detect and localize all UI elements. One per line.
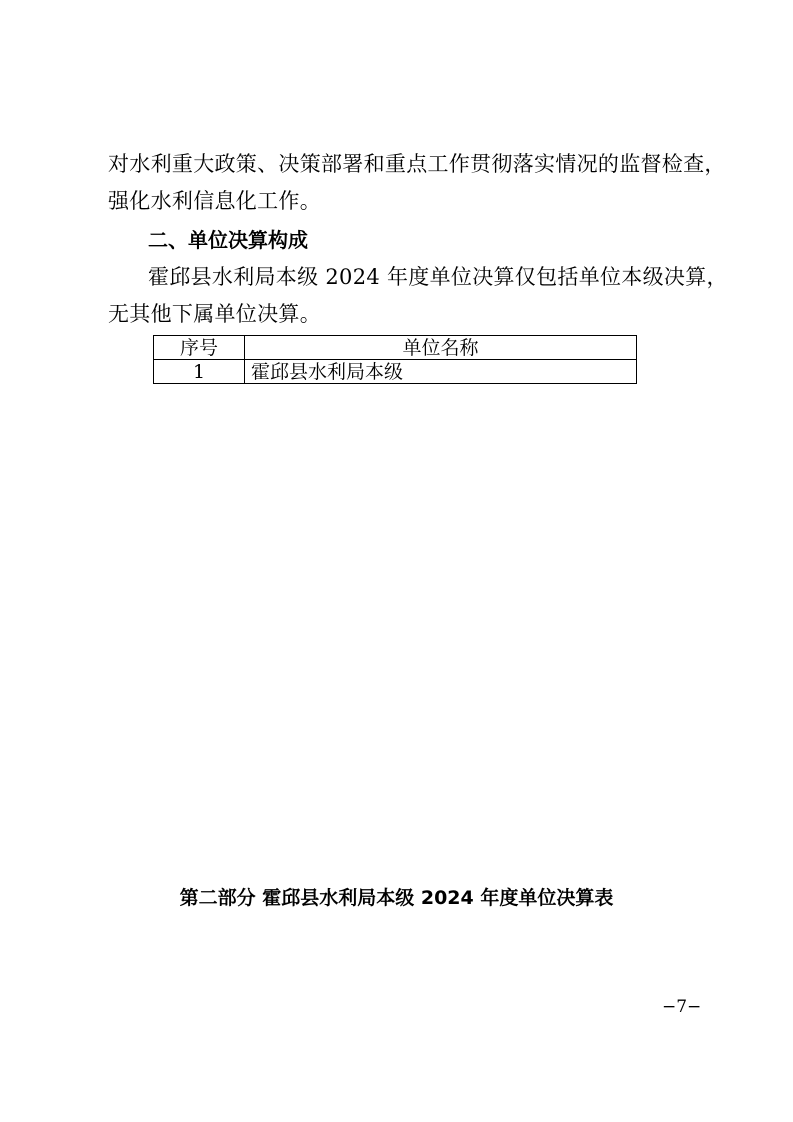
body-paragraph-line: 霍邱县水利局本级 2024 年度单位决算仅包括单位本级决算， [148, 265, 728, 289]
unit-table [153, 335, 637, 384]
table-cell-seq: 1 [154, 360, 245, 384]
table-row [154, 360, 637, 384]
column-header-unit-name: 单位名称 [245, 336, 637, 360]
body-paragraph-line: 对水利重大政策、决策部署和重点工作贯彻落实情况的监督检查， [108, 152, 726, 176]
table-header-row [154, 336, 637, 360]
section-heading: 二、单位决算构成 [148, 228, 308, 252]
column-header-seq: 序号 [154, 336, 245, 360]
table-cell-unit-name: 霍邱县水利局本级 [245, 360, 637, 384]
part-title: 第二部分 霍邱县水利局本级 2024 年度单位决算表 [179, 887, 614, 909]
body-paragraph-line: 无其他下属单位决算。 [108, 302, 321, 326]
body-paragraph-line: 强化水利信息化工作。 [108, 189, 321, 213]
page-number: −7− [662, 997, 702, 1017]
